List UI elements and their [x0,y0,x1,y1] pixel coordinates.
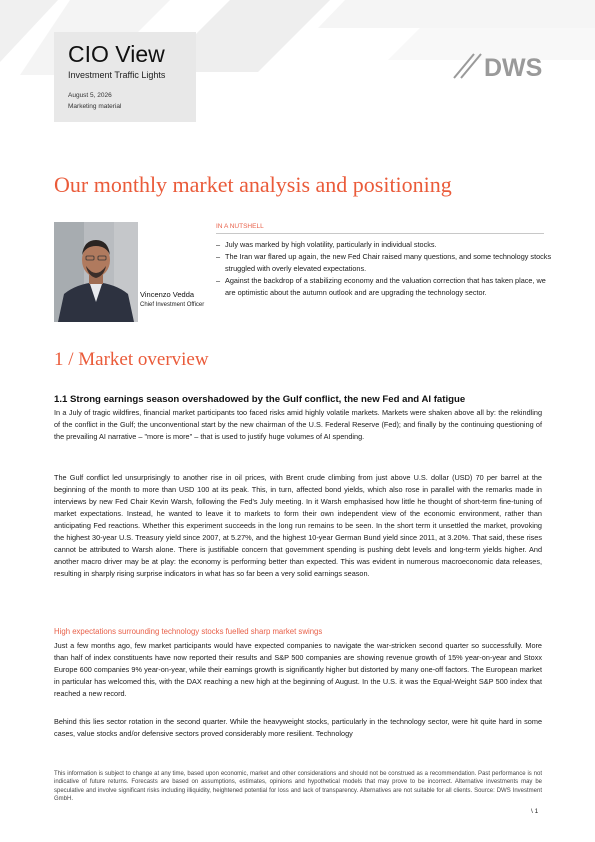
svg-text:DWS: DWS [484,54,543,80]
disclaimer: This information is subject to change at any time, based upon economic, market and other considerations and should not be construed as a recommendation. Past performance is not indicative of future returns. Forecasts are based on assumptions, estimates, opinions and hypothetical models that may prove to be incorrect. Alternative investments may be speculative and involve significant risks including illiquidity, heightened potential for loss and lack of transparency. Alternatives are not suitable for all clients. Source: DWS Investment GmbH. [54,771,542,803]
main-title: Our monthly market analysis and positioning [54,172,452,197]
nutshell-divider [216,233,544,234]
body-paragraph: The Gulf conflict led unsurprisingly to another rise in oil prices, with Brent crude climbing from just above U.S. dollar (USD) 70 per barrel at the beginning of the month to more than USD 100 at its peak. This, in turn, affected bond yields, which also rose in parallel with the remarks made in interviews by new Fed Chair Kevin Warsh, following the Fed's July meeting. In it Warsh emphasised how little he thought of short-term fine-tuning of market expectations. Instead, he wanted to leave it to markets to form their own independent view of the economic environment, rather than anticipating Fed reactions. Whether this experiment succeeds in the long run remains to be seen. In the short term it unsettled the market, provoking the highest 30-year U.S. Treasury yield since 2007, at 5.27%, and the highest 10-year German Bund yield since 2011, at 3.20%. That said, these rises cannot be attributed to Warsh alone. There is justifiable concern that government spending is pushing debt levels and long-term yields higher. And another macro driver may be at play: the economy is performing better than expected. This was evident in numerous macroeconomic data releases, resulting in sharply rising surprise indicators in what has so far been a very solid earnings season. [54,473,542,578]
page-number: \ 1 [531,808,539,815]
body-paragraph: In a July of tragic wildfires, financial market participants too faced risks amid highly volatile markets. Markets were shaken above all by: the rekindling of the conflict in the Gulf; the unconventional start by the new chairman of the U.S. Federal Reserve (Fed); and finally by the continuing questioning of the prevailing AI narrative – "more is more" – that is used to justify huge volumes of AI spending. [54,408,542,441]
author-name: Vincenzo Vedda [140,290,195,299]
paragraph-heading: High expectations surrounding technology stocks fuelled sharp market swings [54,627,323,636]
document-date: August 5, 2026 [68,92,112,99]
nutshell-list [216,239,552,299]
nutshell-label: IN A NUTSHELL [216,223,264,230]
nutshell-item: – July was marked by high volatility, particularly in individual stocks. [216,240,437,249]
section-title: 1 / Market overview [54,349,209,370]
document-title: CIO View [68,41,165,67]
nutshell-item: – Against the backdrop of a stabilizing economy and the valuation correction that has taken place, we are optimistic about the autumn outlook and are upgrading the technology sector. [216,276,546,298]
document-subtitle: Investment Traffic Lights [68,70,166,80]
marketing-label: Marketing material [68,103,122,110]
nutshell-item: – The Iran war flared up again, the new Fed Chair raised many questions, and some technology stocks struggled with overly elevated expectations. [216,252,552,274]
author-portrait [54,222,138,322]
dws-logo [452,52,547,80]
body-paragraph: Behind this lies sector rotation in the second quarter. While the heavyweight stocks, particularly in the technology sector, were hit quite hard in some cases, value stocks and/or defensive sectors proved considerably more resilient. Technology [54,717,542,738]
subsection-heading: 1.1 Strong earnings season overshadowed by the Gulf conflict, the new Fed and AI fatigue [54,394,466,405]
body-paragraph: Just a few months ago, few market participants would have expected companies to navigate the war-stricken second quarter so successfully. More than half of index constituents have now reported their results and S&P 500 companies are showing revenue growth of 15% year-on-year and Stoxx Europe 600 companies 9% year-on-year, while their earnings growth is significantly higher but distorted by many one-off factors. The European market in particular has welcomed this, with the DAX reaching a new high at the beginning of August. In the U.S. it was the Equal-Weight S&P 500 index that reached a new record. [54,641,542,698]
author-role: Chief Investment Officer [140,302,205,308]
